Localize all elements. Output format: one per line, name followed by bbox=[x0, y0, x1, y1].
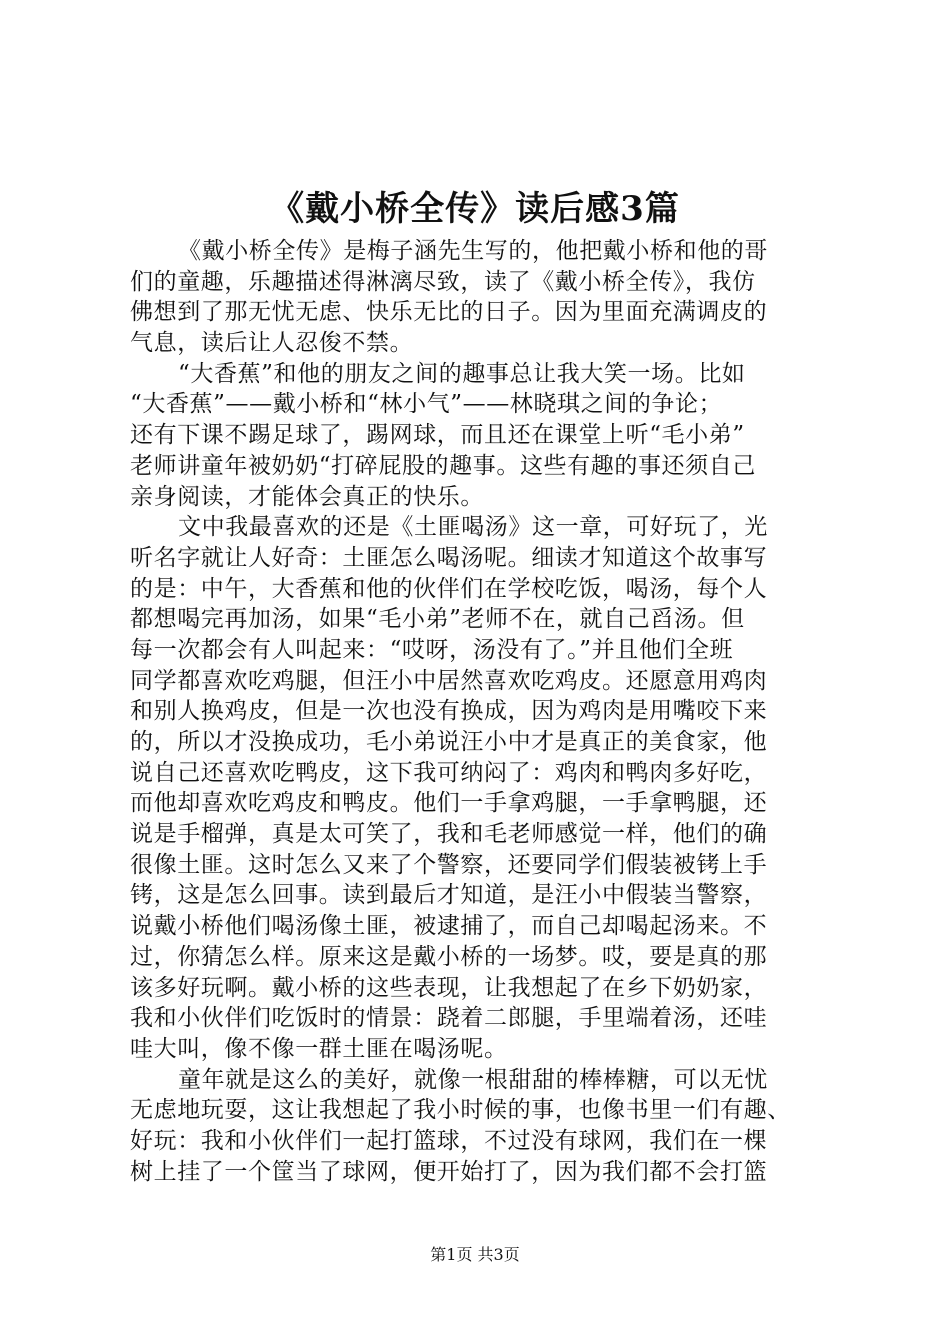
text-line: 们的童趣，乐趣描述得淋漓尽致，读了《戴小桥全传》，我仿 bbox=[130, 268, 756, 295]
text-line: 哇大叫，像不像一群土匪在喝汤呢。 bbox=[130, 1035, 508, 1062]
document-title: 《戴小桥全传》读后感3篇 bbox=[270, 189, 680, 229]
text-line: 每一次都会有人叫起来：“哎呀，汤没有了。”并且他们全班 bbox=[130, 636, 734, 663]
text-line: “大香蕉”和他的朋友之间的趣事总让我大笑一场。比如 bbox=[178, 360, 746, 387]
text-line: 说是手榴弹，真是太可笑了，我和毛老师感觉一样，他们的确 bbox=[130, 821, 768, 848]
text-line: 铐，这是怎么回事。读到最后才知道，是汪小中假装当警察， bbox=[130, 882, 768, 909]
text-line: 的是：中午，大香蕉和他的伙伴们在学校吃饭，喝汤，每个人 bbox=[130, 575, 768, 602]
text-line: 说戴小桥他们喝汤像土匪，被逮捕了，而自己却喝起汤来。不 bbox=[130, 913, 768, 940]
text-line: 还有下课不踢足球了，踢网球，而且还在课堂上听“毛小弟” bbox=[130, 422, 745, 449]
text-line: 听名字就让人好奇：土匪怎么喝汤呢。细读才知道这个故事写 bbox=[130, 544, 768, 571]
text-line: 好玩：我和小伙伴们一起打篮球，不过没有球网，我们在一棵 bbox=[130, 1127, 768, 1154]
text-line: 亲身阅读，才能体会真正的快乐。 bbox=[130, 483, 484, 510]
text-line: 气息，读后让人忍俊不禁。 bbox=[130, 330, 414, 357]
text-line: 该多好玩啊。戴小桥的这些表现，让我想起了在乡下奶奶家， bbox=[130, 974, 768, 1001]
text-line: 童年就是这么的美好，就像一根甜甜的棒棒糖，可以无忧 bbox=[178, 1066, 768, 1093]
text-line: 树上挂了一个筐当了球网，便开始打了，因为我们都不会打篮 bbox=[130, 1158, 768, 1185]
document-body bbox=[130, 236, 830, 1187]
text-line: 都想喝完再加汤，如果“毛小弟”老师不在，就自己舀汤。但 bbox=[130, 606, 745, 633]
text-line: 说自己还喜欢吃鸭皮，这下我可纳闷了：鸡肉和鸭肉多好吃， bbox=[130, 759, 768, 786]
text-line: 的，所以才没换成功，毛小弟说汪小中才是真正的美食家，他 bbox=[130, 729, 768, 755]
text-line: 《戴小桥全传》是梅子涵先生写的，他把戴小桥和他的哥 bbox=[178, 238, 768, 264]
text-line: 和别人换鸡皮，但是一次也没有换成，因为鸡肉是用嘴咬下来 bbox=[130, 698, 768, 725]
text-line: 佛想到了那无忧无虑、快乐无比的日子。因为里面充满调皮的 bbox=[130, 299, 768, 326]
text-line: 老师讲童年被奶奶“打碎屁股的趣事。这些有趣的事还须自己 bbox=[130, 452, 756, 479]
text-line: 很像土匪。这时怎么又来了个警察，还要同学们假装被铐上手 bbox=[130, 851, 768, 878]
page-footer: 第1页 共3页 bbox=[430, 1245, 520, 1264]
text-line: 同学都喜欢吃鸡腿，但汪小中居然喜欢吃鸡皮。还愿意用鸡肉 bbox=[130, 667, 768, 694]
text-line: 文中我最喜欢的还是《土匪喝汤》这一章，可好玩了，光 bbox=[178, 514, 768, 541]
text-line: 过，你猜怎么样。原来这是戴小桥的一场梦。哎，要是真的那 bbox=[130, 943, 768, 970]
text-line: 无虑地玩耍，这让我想起了我小时候的事，也像书里一们有趣、 bbox=[130, 1097, 791, 1124]
text-line: 而他却喜欢吃鸡皮和鸭皮。他们一手拿鸡腿，一手拿鸭腿，还 bbox=[130, 790, 768, 817]
text-line: “大香蕉”——戴小桥和“林小气”——林晓琪之间的争论； bbox=[130, 391, 723, 418]
text-line: 我和小伙伴们吃饭时的情景：跷着二郎腿，手里端着汤，还哇 bbox=[130, 1005, 768, 1032]
